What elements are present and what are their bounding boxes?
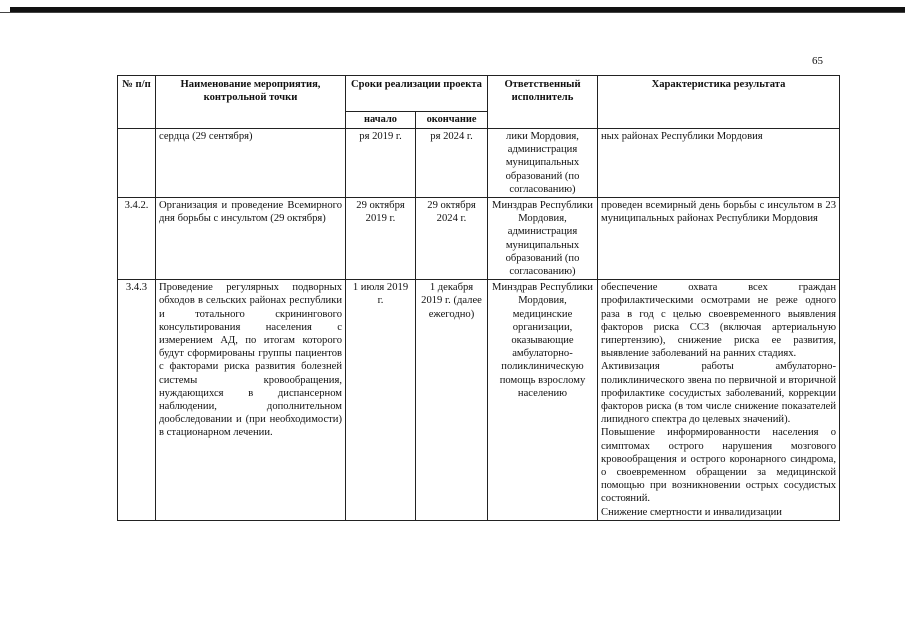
cell-responsible: Минздрав Республики Мордовия, администрация муниципальных образований (по согласованию) <box>488 198 598 280</box>
cell-start: 1 июля 2019 г. <box>346 280 416 521</box>
cell-name: Организация и проведение Всемирного дня борьбы с инсультом (29 октября) <box>156 198 346 280</box>
header-name: Наименование мероприятия, контрольной точки <box>156 76 346 129</box>
table-row <box>118 198 840 280</box>
cell-num: 3.4.2. <box>118 198 156 280</box>
result-paragraph: Повышение информированности населения о симптомах острого нарушения мозгового кровообращения и острого коронарного синдрома, о своевременном обращении за медицинской помощью при возникновении острых сосудистых состояний. <box>601 427 836 505</box>
result-paragraph: обеспечение охвата всех граждан профилактическими осмотрами не реже одного раза в год с целью своевременного выявления факторов риска ССЗ (включая артериальную гипертензию), снижение риска ее развития, выявление заболеваний на ранних стадиях. <box>601 282 836 360</box>
cell-start: ря 2019 г. <box>346 129 416 198</box>
cell-result <box>598 129 840 198</box>
cell-result <box>598 198 840 280</box>
events-table <box>117 75 840 521</box>
cell-num <box>118 129 156 198</box>
cell-name: сердца (29 сентября) <box>156 129 346 198</box>
cell-responsible: Минздрав Республики Мордовия, медицинские организации, оказывающие амбулаторно-поликлиническую помощь взрослому населению <box>488 280 598 521</box>
cell-end: 29 октября 2024 г. <box>416 198 488 280</box>
scan-top-edge <box>0 2 905 14</box>
table-row <box>118 280 840 521</box>
header-num: № п/п <box>118 76 156 129</box>
table-header-row <box>118 76 840 112</box>
result-paragraph: Снижение смертности и инвалидизации <box>601 506 782 518</box>
cell-responsible: лики Мордовия, администрация муниципальных образований (по согласованию) <box>488 129 598 198</box>
header-result: Характеристика результата <box>598 76 840 129</box>
header-terms: Сроки реализации проекта <box>346 76 488 112</box>
result-paragraph: Активизация работы амбулаторно-поликлинического звена по первичной и вторичной профилактике сосудистых заболеваний, коррекции факторов риска (в том числе снижение показателей липидного спектра до целевых значений). <box>601 361 836 426</box>
scan-top-edge-line <box>0 12 905 13</box>
header-responsible: Ответственный исполнитель <box>488 76 598 129</box>
cell-result <box>598 280 840 521</box>
cell-num: 3.4.3 <box>118 280 156 521</box>
header-end: окончание <box>416 112 488 129</box>
cell-end: 1 декабря 2019 г. (далее ежегодно) <box>416 280 488 521</box>
cell-name: Проведение регулярных подворных обходов в сельских районах республики и тотального скринингового консультирования населения с измерением АД, по итогам которого будут сформированы группы пациентов с факторами риска развития болезней системы кровообращения, нуждающихся в диспансерном наблюдении, дополнительном дообследовании и (при необходимости) в стационарном лечении. <box>156 280 346 521</box>
header-start: начало <box>346 112 416 129</box>
cell-end: ря 2024 г. <box>416 129 488 198</box>
page-number: 65 <box>812 55 823 67</box>
table-row <box>118 129 840 198</box>
result-paragraph: ных районах Республики Мордовия <box>601 131 763 142</box>
result-paragraph: проведен всемирный день борьбы с инсультом в 23 муниципальных районах Республики Мордовия <box>601 200 836 225</box>
cell-start: 29 октября 2019 г. <box>346 198 416 280</box>
